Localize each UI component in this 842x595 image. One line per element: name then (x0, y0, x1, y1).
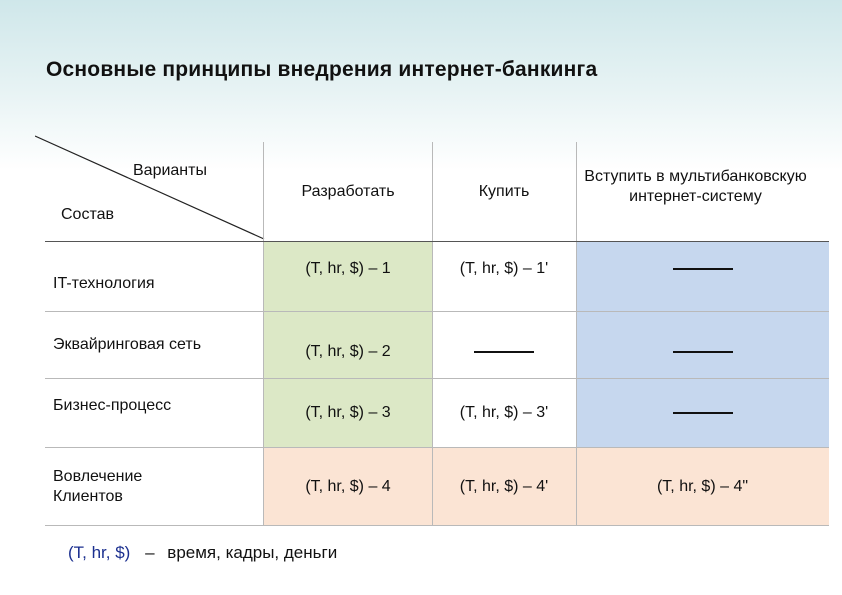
cell-it-join (576, 241, 829, 311)
cell-acquiring-develop: (T, hr, $) – 2 (305, 342, 391, 360)
cell-business-join (576, 378, 829, 447)
legend-meaning: время, кадры, деньги (167, 543, 338, 562)
column-header-develop: Разработать (301, 182, 395, 200)
cell-business-buy: (T, hr, $) – 3' (459, 403, 549, 421)
cell-business-develop: (T, hr, $) – 3 (305, 403, 391, 421)
grid-line (263, 142, 264, 526)
cell-clients-develop: (T, hr, $) – 4 (305, 477, 391, 495)
column-header-join: Вступить в мультибанковскую интернет-систему (584, 168, 807, 205)
not-applicable-dash (673, 351, 733, 353)
grid-line (45, 525, 829, 526)
principles-table (45, 142, 829, 526)
corner-label-variants: Варианты (133, 162, 207, 179)
legend-abbr: (T, hr, $) (68, 543, 131, 562)
column-header-buy: Купить (478, 182, 530, 200)
row-label-it: IT-технология (53, 275, 155, 292)
grid-line (45, 311, 829, 312)
row-label-acquiring: Эквайринговая сеть (53, 335, 202, 353)
grid-line (45, 447, 829, 448)
grid-line (45, 378, 829, 379)
row-label-business-process: Бизнес-процесс (53, 396, 172, 414)
cell-acquiring-buy (432, 311, 576, 378)
grid-line (576, 142, 577, 526)
page-title: Основные принципы внедрения интернет-банкинга (46, 58, 598, 81)
grid-line (432, 142, 433, 526)
corner-label-composition: Состав (61, 206, 114, 223)
not-applicable-dash (474, 351, 534, 353)
legend-note (68, 543, 337, 563)
not-applicable-dash (673, 412, 733, 414)
cell-it-buy: (T, hr, $) – 1' (459, 260, 549, 277)
not-applicable-dash (673, 268, 733, 270)
row-label-clients: Вовлечение Клиентов (53, 467, 143, 505)
grid-line (45, 241, 829, 242)
legend-separator: – (145, 543, 155, 562)
cell-acquiring-join (576, 311, 829, 378)
cell-clients-buy: (T, hr, $) – 4' (459, 477, 549, 495)
cell-clients-join: (T, hr, $) – 4" (656, 477, 749, 495)
cell-it-develop: (T, hr, $) – 1 (305, 260, 391, 277)
